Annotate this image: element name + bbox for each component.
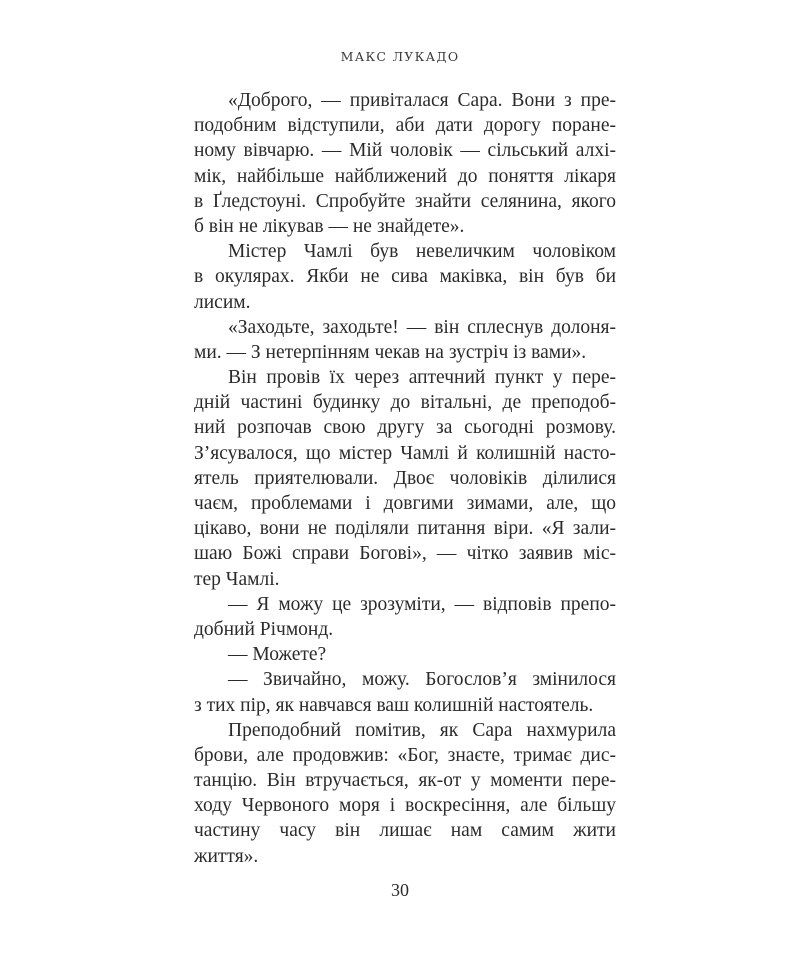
text-line: добний Річмонд. bbox=[194, 618, 334, 640]
text-line: «Доброго, — привіталася Сара. Вони з пре- bbox=[228, 90, 616, 111]
text-line: ятель приятелювали. Двоє чоловіків ділилися bbox=[194, 467, 616, 489]
text-line: Він провів їх через аптечний пункт у пере- bbox=[228, 367, 616, 389]
text-line: з тих пір, як навчався ваш колишній настоятель. bbox=[194, 694, 594, 716]
text-line: дній частині будинку до вітальні, де преподоб- bbox=[194, 392, 616, 414]
text-line: брови, але продовжив: «Бог, знаєте, тримає дис- bbox=[194, 744, 616, 766]
text-line: — Звичайно, можу. Богослов’я змінилося bbox=[228, 669, 616, 691]
text-line: подобним відступили, аби дати дорогу поране- bbox=[194, 115, 616, 137]
text-line: ному вівчарю. — Мій чоловік — сільський алхі- bbox=[194, 140, 616, 162]
text-line: життя». bbox=[194, 845, 259, 867]
text-line: Преподобний помітив, як Сара нахмурила bbox=[228, 719, 616, 741]
text-line: в окулярах. Якби не сива маківка, він був би bbox=[194, 266, 616, 288]
text-line: шаю Божі справи Богові», — чітко заявив міс- bbox=[194, 543, 616, 565]
text-line: мік, найбільше найближений до поняття лікаря bbox=[194, 165, 616, 187]
text-line: тер Чамлі. bbox=[194, 568, 280, 590]
text-line: «Заходьте, заходьте! — він сплеснув долоня- bbox=[228, 316, 616, 338]
text-line: ний розпочав свою другу за сьогодні розмову. bbox=[194, 417, 616, 439]
text-line: частину часу він лишає нам самим жити bbox=[194, 820, 616, 842]
text-line: танцію. Він втручається, як-от у моменти пере- bbox=[194, 770, 616, 792]
text-line: в Ґледстоуні. Спробуйте знайти селянина, якого bbox=[194, 190, 616, 212]
text-line: б він не лікував — не знайдете». bbox=[194, 215, 465, 237]
text-line: З’ясувалося, що містер Чамлі й колишній насто- bbox=[194, 442, 616, 464]
running-head: МАКС ЛУКАДО bbox=[340, 49, 460, 64]
body-text bbox=[194, 88, 616, 869]
text-line: чаєм, проблемами і довгими зимами, але, що bbox=[194, 493, 616, 514]
text-line: ходу Червоного моря і воскресіння, але більшу bbox=[194, 795, 616, 817]
text-line: цікаво, вони не поділяли питання віри. «Я зали- bbox=[194, 518, 616, 540]
page-number: 30 bbox=[391, 880, 409, 900]
text-line: — Я можу це зрозуміти, — відповів препо- bbox=[228, 593, 616, 615]
text-line: лисим. bbox=[194, 291, 251, 313]
text-line: — Можете? bbox=[228, 644, 327, 666]
text-line: ми. — З нетерпінням чекав на зустріч із вами». bbox=[194, 341, 587, 363]
text-line: Містер Чамлі був невеличким чоловіком bbox=[228, 241, 616, 263]
